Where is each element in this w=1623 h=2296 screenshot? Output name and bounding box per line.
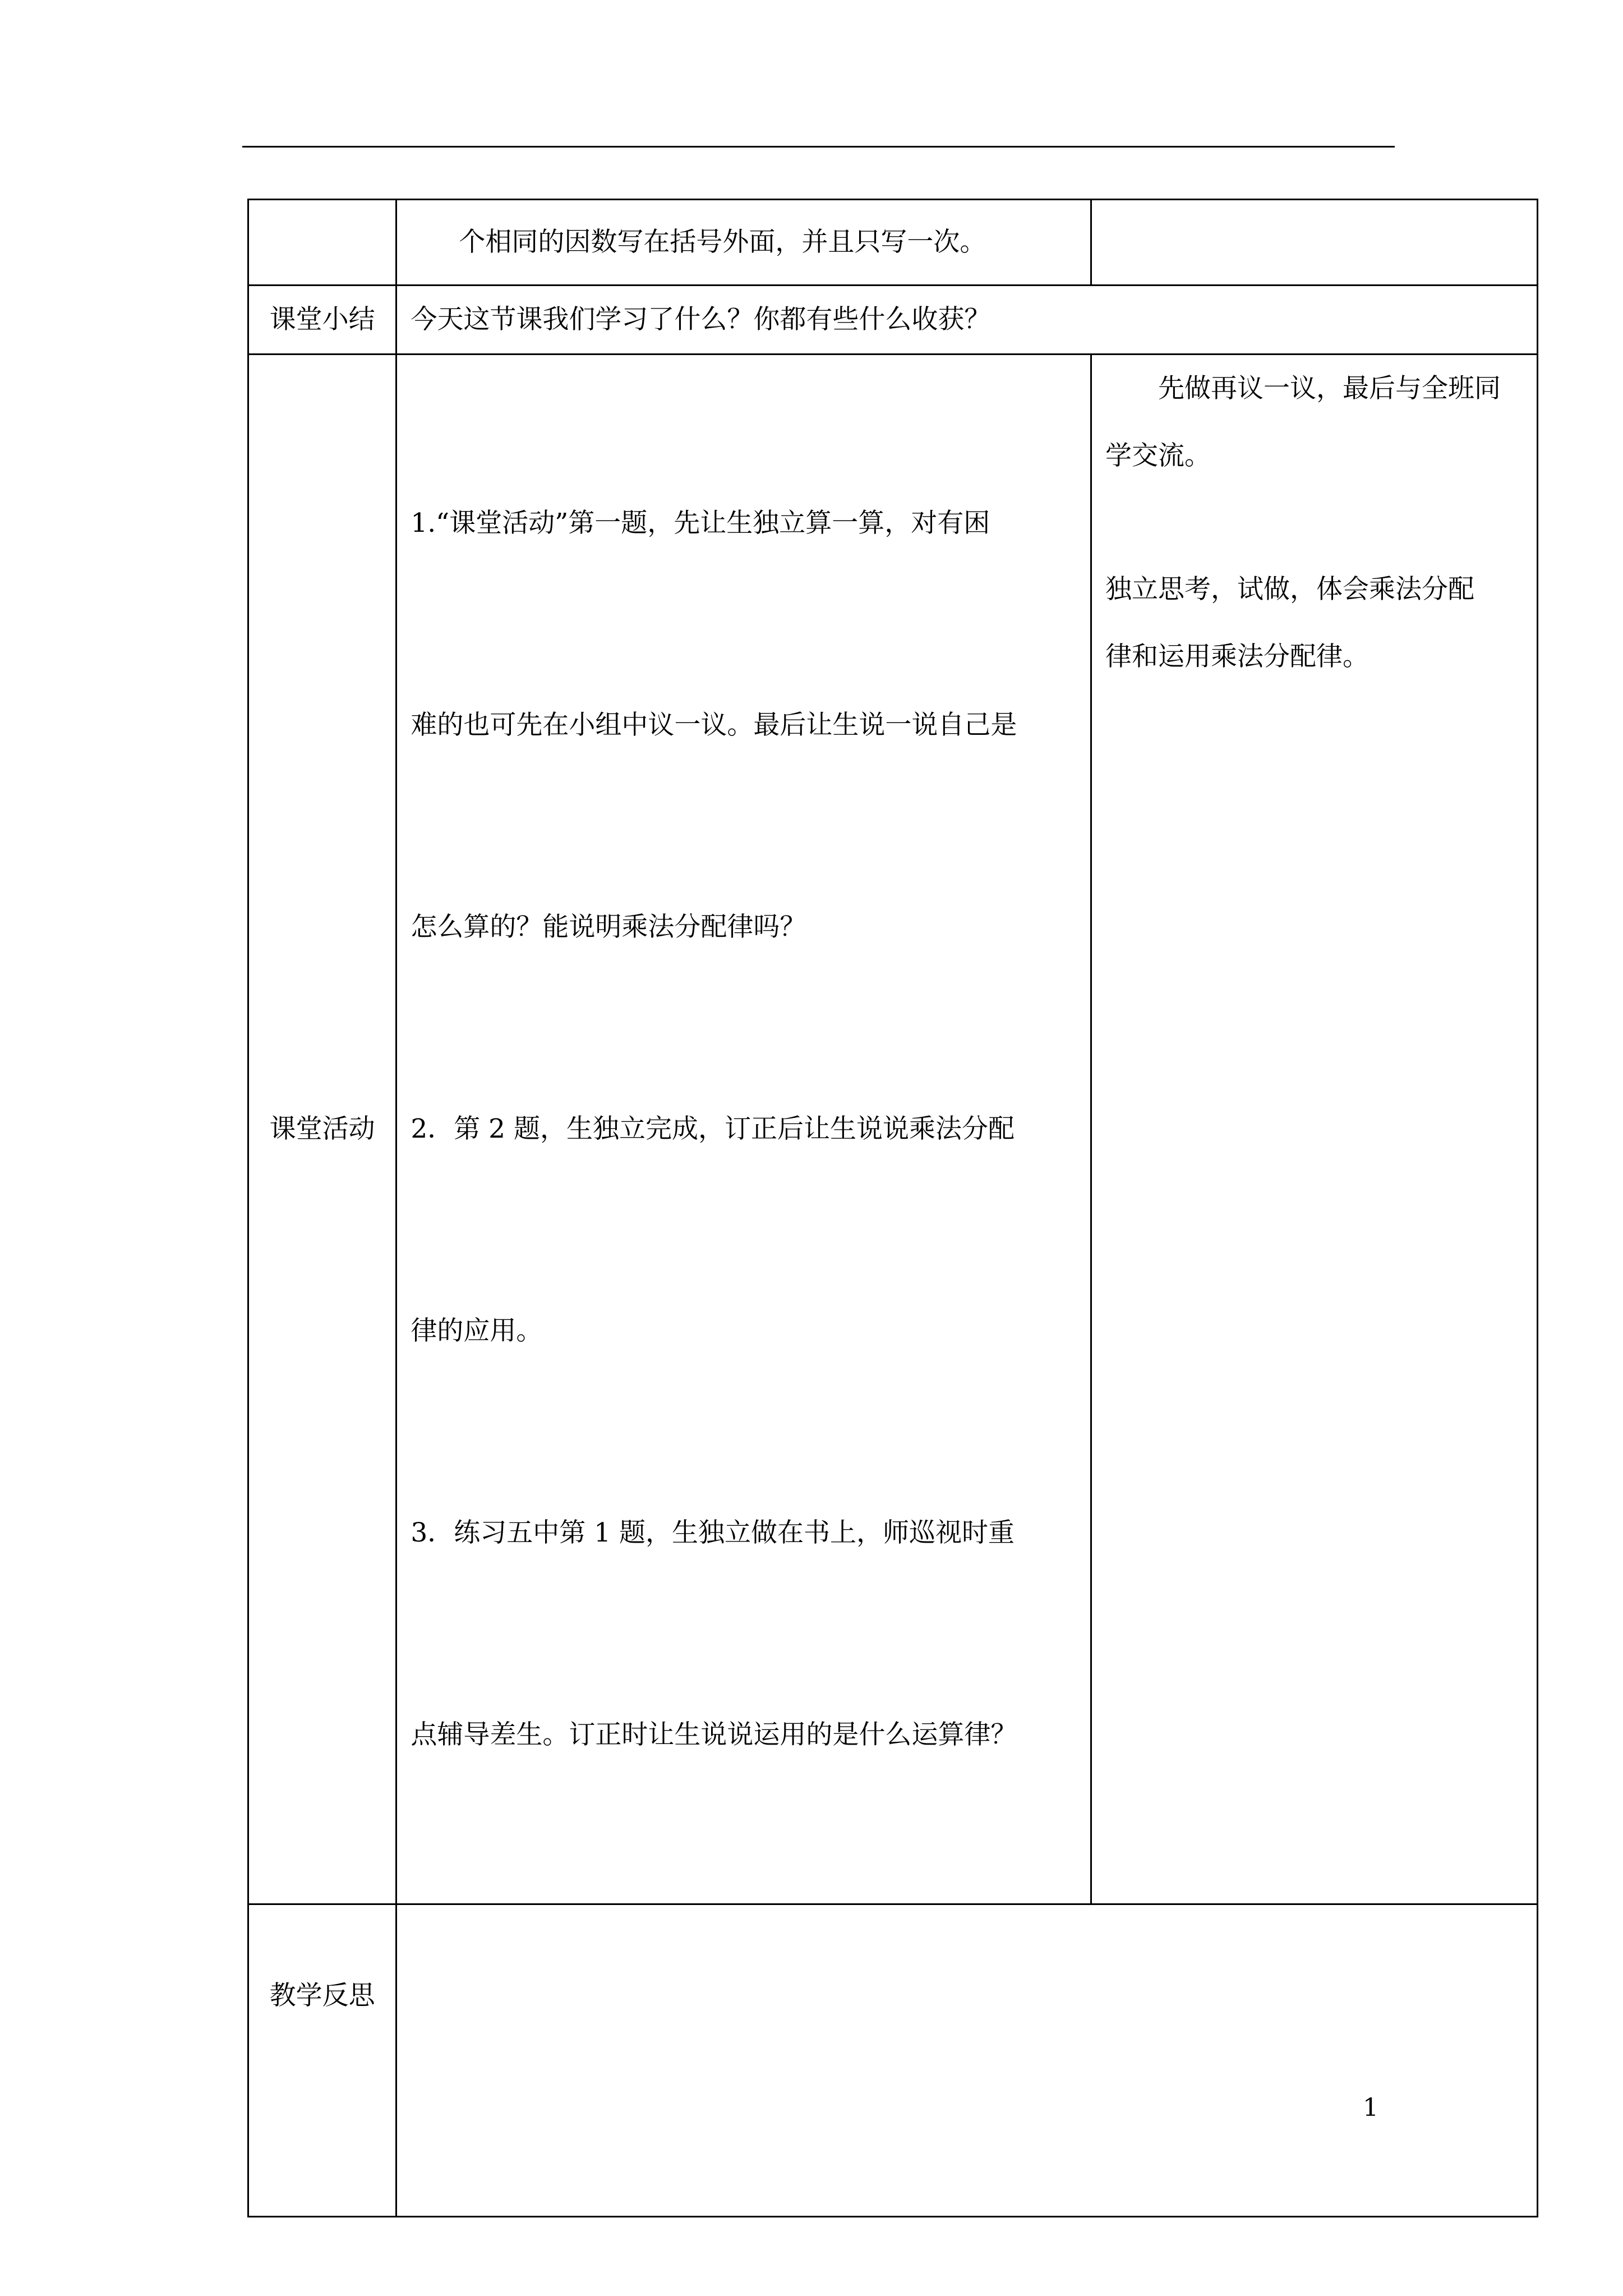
main-cell <box>396 286 1538 355</box>
table-row <box>248 1904 1538 2217</box>
main-cell <box>396 200 1091 286</box>
activity-line: 律的应用。 <box>411 1315 543 1346</box>
side-line: 独立思考，试做，体会乘法分配 <box>1105 574 1474 605</box>
main-text: 个相同的因数写在括号外面，并且只写一次。 <box>459 227 986 257</box>
side-spacer <box>1105 490 1523 556</box>
activity-side-text <box>1092 355 1537 691</box>
side-line: 学交流。 <box>1105 440 1211 471</box>
activity-line: 难的也可先在小组中议一议。最后让生说一说自己是 <box>411 710 1017 740</box>
side-text <box>1092 200 1537 209</box>
side-cell <box>1091 200 1537 286</box>
table-row <box>248 355 1538 1904</box>
table-row <box>248 200 1538 286</box>
main-cell <box>396 1904 1538 2217</box>
row-label-summary: 课堂小结 <box>248 286 396 355</box>
row-label-activity: 课堂活动 <box>248 355 396 1904</box>
side-cell <box>1091 355 1537 1904</box>
activity-line: 2．第 2 题，生独立完成，订正后让生说说乘法分配 <box>411 1114 1015 1144</box>
activity-line: 3．练习五中第 1 题，生独立做在书上，师巡视时重 <box>411 1517 1015 1548</box>
row-label-reflection: 教学反思 <box>248 1904 396 2217</box>
page-number: 1 <box>1363 2093 1378 2122</box>
lesson-plan-table <box>247 199 1538 2217</box>
side-line: 律和运用乘法分配律。 <box>1105 641 1369 672</box>
activity-line: 点辅导差生。订正时让生说说运用的是什么运算律？ <box>411 1719 1017 1750</box>
table-row <box>248 286 1538 355</box>
activity-text <box>397 355 1090 1903</box>
main-cell <box>396 355 1091 1904</box>
side-line: 先做再议一议，最后与全班同 <box>1158 373 1501 404</box>
summary-text: 今天这节课我们学习了什么？你都有些什么收获？ <box>411 304 991 335</box>
activity-line: 1.“课堂活动”第一题，先让生独立算一算，对有困 <box>411 508 990 539</box>
row-label <box>248 200 396 286</box>
activity-line: 怎么算的？能说明乘法分配律吗？ <box>411 912 806 942</box>
header-rule <box>242 146 1395 148</box>
